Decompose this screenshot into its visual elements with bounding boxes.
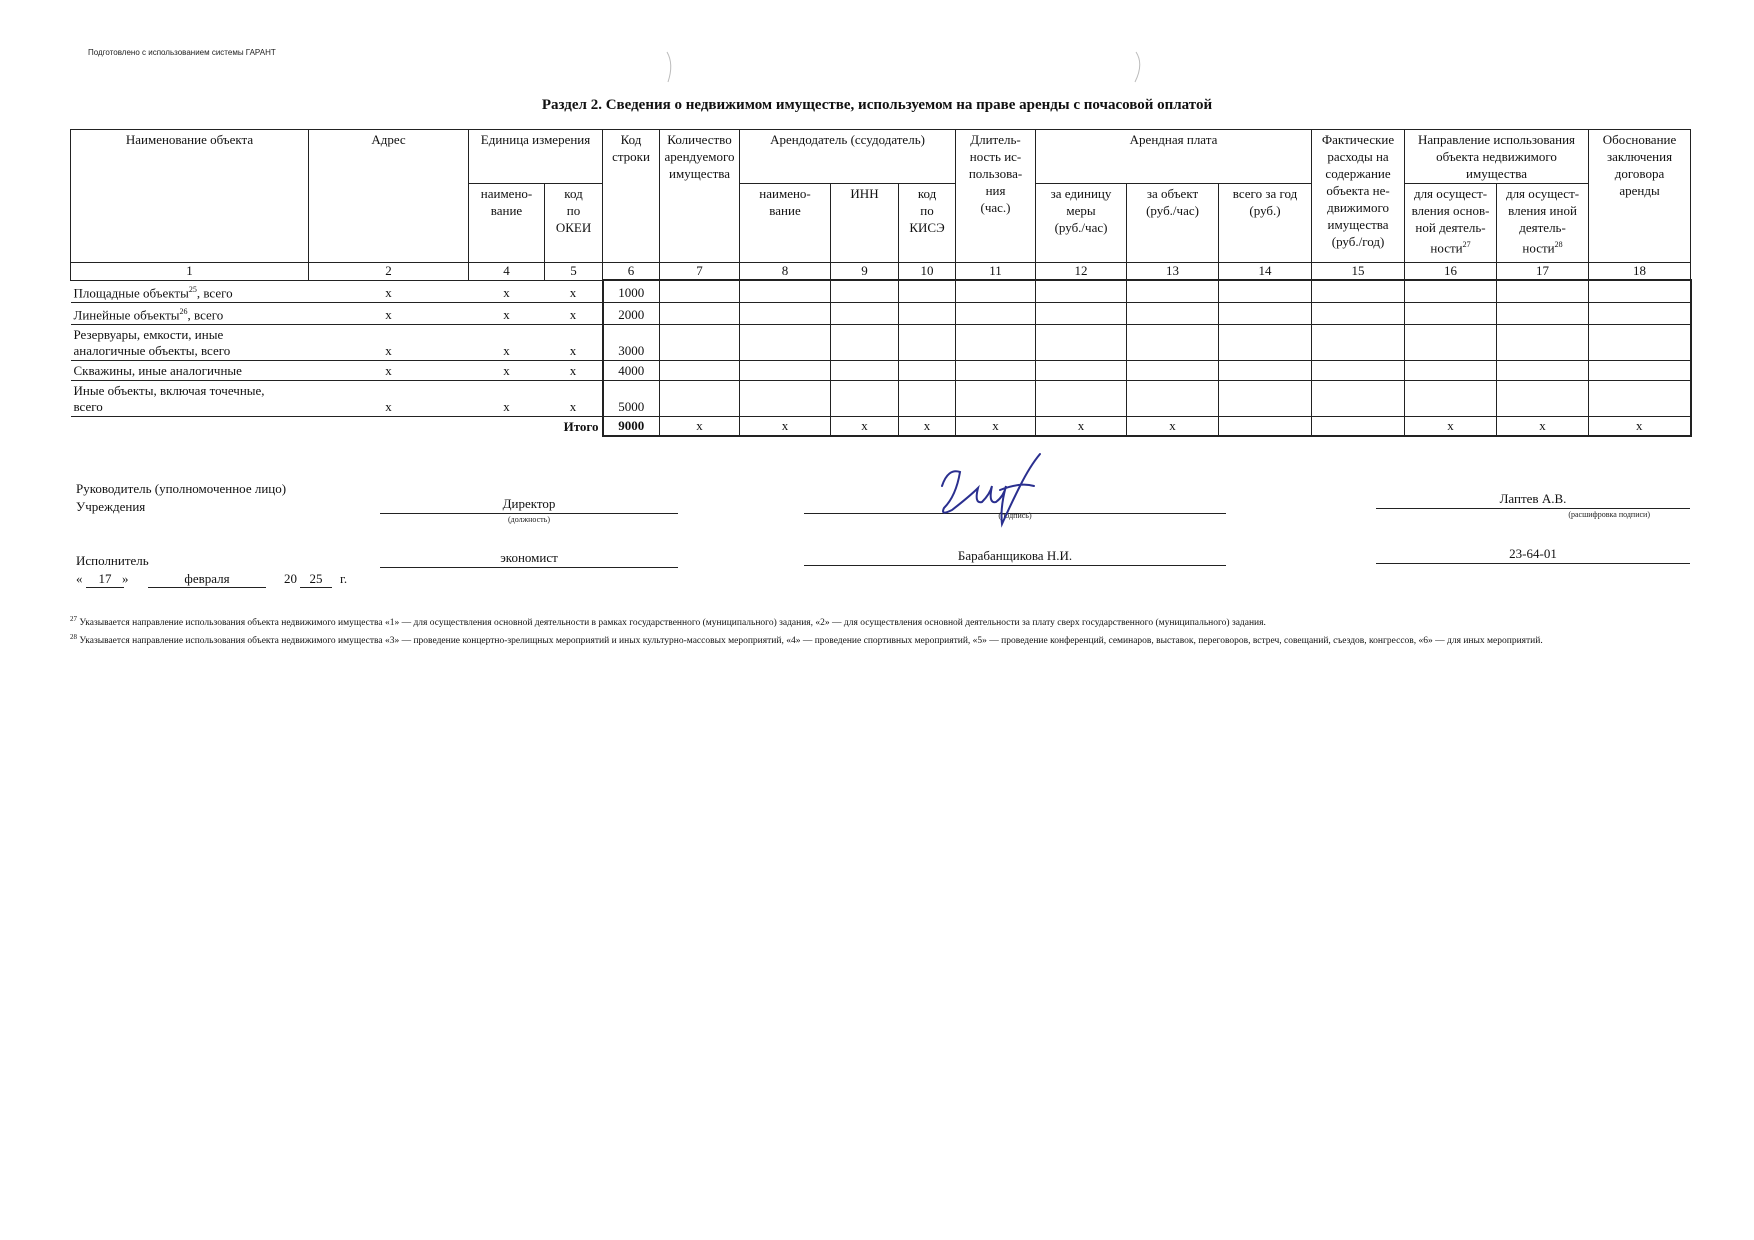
row-value-cell[interactable]: [831, 302, 899, 324]
col-rent-year-header: всего за год (руб.): [1219, 184, 1312, 263]
col-direction-header: Направление использования объекта недвижимого имущества: [1405, 130, 1589, 184]
row-value-cell[interactable]: [831, 280, 899, 302]
col-dir-main-header: [1405, 184, 1497, 263]
row-value-cell[interactable]: [1497, 325, 1589, 361]
column-number: 17: [1497, 263, 1589, 281]
total-cell: x: [831, 417, 899, 437]
row-value-cell[interactable]: [1497, 280, 1589, 302]
table-row: [71, 302, 1691, 324]
table-body: [71, 280, 1691, 436]
table-row: [71, 280, 1691, 302]
footnote-27: [70, 612, 1680, 631]
row-name: [71, 381, 309, 417]
row-value-cell[interactable]: [740, 280, 831, 302]
rent-table: [70, 129, 1692, 437]
col-dir-other-text: для осущест- вления иной деятель- ности: [1505, 186, 1580, 256]
row-value-cell[interactable]: [1405, 361, 1497, 381]
total-cell: x: [660, 417, 740, 437]
row-value-cell[interactable]: [1036, 280, 1127, 302]
row-value-cell[interactable]: [1589, 302, 1691, 324]
date-year-prefix: 20: [284, 571, 297, 586]
column-number: 1: [71, 263, 309, 281]
row-unit-name: x: [469, 381, 545, 417]
col-address-header: Адрес: [309, 130, 469, 263]
total-cell: x: [1589, 417, 1691, 437]
row-value-cell[interactable]: [1127, 302, 1219, 324]
executor-label: Исполнитель: [76, 553, 149, 568]
row-value-cell[interactable]: [1589, 381, 1691, 417]
col-name-header: Наименование объекта: [71, 130, 309, 263]
column-number: 5: [545, 263, 603, 281]
row-name-sup: 26: [179, 306, 188, 316]
row-address: x: [309, 325, 469, 361]
row-name: [71, 361, 309, 381]
row-address: x: [309, 361, 469, 381]
col-lessor-code-header: код по КИСЭ: [899, 184, 956, 263]
total-row: [71, 417, 1691, 437]
total-cell: x: [1127, 417, 1219, 437]
header-note: Подготовлено с использованием системы ГАРАНТ: [88, 48, 276, 57]
col-code-header: Код строки: [603, 130, 660, 263]
section-title: Раздел 2. Сведения о недвижимом имуществе, используемом на праве аренды с почасовой оплатой: [541, 97, 1213, 113]
row-value-cell[interactable]: [740, 302, 831, 324]
row-address: x: [309, 280, 469, 302]
row-value-cell[interactable]: [1127, 381, 1219, 417]
row-value-cell[interactable]: [660, 361, 740, 381]
row-unit-code: x: [545, 325, 603, 361]
row-unit-name: x: [469, 280, 545, 302]
col-expenses-header: Фактические расходы на содержание объекта не- движимого имущества (руб./год): [1312, 130, 1405, 263]
date-open: «: [76, 571, 83, 586]
col-dir-other-header: [1497, 184, 1589, 263]
footnote-27-num: 27: [70, 615, 77, 623]
row-value-cell[interactable]: [1405, 381, 1497, 417]
row-value-cell[interactable]: [740, 361, 831, 381]
column-number: 11: [956, 263, 1036, 281]
row-value-cell[interactable]: [1589, 325, 1691, 361]
caption-name: (расшифровка подписи): [1568, 510, 1650, 519]
footnote-28-text: Указывается направление использования объекта недвижимого имущества «3» — проведение концертно-зрелищных мероприятий и иных культурно-массовых мероприятий, «4» — проведение спортивных мероприятий, «5» — проведение конференций, семинаров, выставок, переговоров, встреч, совещаний, съездов, конгрессов, «6» — для иных мероприятий.: [79, 636, 1543, 647]
row-value-cell[interactable]: [831, 325, 899, 361]
row-value-cell[interactable]: [831, 361, 899, 381]
row-value-cell[interactable]: [1127, 361, 1219, 381]
col-dir-main-text: для осущест- вления основ- ной деятель- ности: [1411, 186, 1490, 256]
col-unit-header: Единица измерения: [469, 130, 603, 184]
row-value-cell[interactable]: [899, 361, 956, 381]
scan-mark-right: [1132, 48, 1146, 88]
row-name: [71, 325, 309, 361]
row-value-cell[interactable]: [660, 381, 740, 417]
row-value-cell[interactable]: [1405, 302, 1497, 324]
head-name: Лаптев А.В.: [1376, 490, 1690, 509]
col-basis-header: Обоснование заключения договора аренды: [1589, 130, 1691, 263]
row-value-cell[interactable]: [1312, 280, 1405, 302]
row-code: 3000: [603, 325, 660, 361]
row-name: [71, 280, 309, 302]
row-value-cell[interactable]: [740, 325, 831, 361]
row-code: 5000: [603, 381, 660, 417]
row-value-cell[interactable]: [1036, 325, 1127, 361]
caption-position: (должность): [508, 515, 550, 524]
row-name-text: Площадные объекты: [73, 284, 189, 300]
row-value-cell[interactable]: [899, 381, 956, 417]
column-number: 9: [831, 263, 899, 281]
total-cell: [1312, 417, 1405, 437]
row-value-cell[interactable]: [956, 381, 1036, 417]
total-cell: x: [1036, 417, 1127, 437]
row-value-cell[interactable]: [660, 302, 740, 324]
row-value-cell[interactable]: [1219, 302, 1312, 324]
row-value-cell[interactable]: [1589, 280, 1691, 302]
date-suffix: г.: [340, 571, 348, 586]
row-unit-code: x: [545, 302, 603, 324]
total-cell: x: [1497, 417, 1589, 437]
row-address: x: [309, 302, 469, 324]
total-label: Итого: [563, 419, 599, 435]
row-code: 4000: [603, 361, 660, 381]
table-row: [71, 381, 1691, 417]
handwritten-signature: [930, 446, 1065, 536]
total-cell: x: [899, 417, 956, 437]
row-name-text: Скважины, иные аналогичные: [73, 363, 242, 379]
row-value-cell[interactable]: [899, 280, 956, 302]
col-rent-object-header: за объект (руб./час): [1127, 184, 1219, 263]
row-value-cell[interactable]: [831, 381, 899, 417]
total-cell: x: [1405, 417, 1497, 437]
row-value-cell[interactable]: [956, 325, 1036, 361]
executor-position: экономист: [380, 549, 678, 568]
col-unit-code-header: код по ОКЕИ: [545, 184, 603, 263]
footnote-27-text: Указывается направление использования объекта недвижимого имущества «1» — для осуществления основной деятельности в рамках государственного (муниципального) задания, «2» — для осуществления основной деятельности за плату сверх государственного (муниципального) задания.: [79, 618, 1266, 629]
row-value-cell[interactable]: [956, 302, 1036, 324]
row-value-cell[interactable]: [1219, 361, 1312, 381]
column-number: 6: [603, 263, 660, 281]
head-label: Руководитель (уполномоченное лицо) Учреждения: [76, 481, 287, 514]
column-number: 12: [1036, 263, 1127, 281]
date-year: 25: [300, 571, 332, 588]
row-value-cell[interactable]: [1312, 325, 1405, 361]
row-unit-code: x: [545, 280, 603, 302]
col-lessor-name-header: наимено- вание: [740, 184, 831, 263]
row-value-cell[interactable]: [956, 280, 1036, 302]
total-cell: x: [740, 417, 831, 437]
column-numbers-row: [71, 263, 1691, 281]
row-unit-code: x: [545, 381, 603, 417]
row-value-cell[interactable]: [1312, 361, 1405, 381]
row-code: 1000: [603, 280, 660, 302]
row-unit-name: x: [469, 302, 545, 324]
date-close: »: [122, 571, 129, 586]
row-value-cell[interactable]: [1312, 302, 1405, 324]
row-value-cell[interactable]: [660, 325, 740, 361]
row-value-cell[interactable]: [740, 381, 831, 417]
row-value-cell[interactable]: [956, 361, 1036, 381]
col-lessor-header: Арендодатель (ссудодатель): [740, 130, 956, 184]
total-cell: [1219, 417, 1312, 437]
row-value-cell[interactable]: [1497, 302, 1589, 324]
row-value-cell[interactable]: [1497, 381, 1589, 417]
row-name-suffix: , всего: [196, 284, 233, 300]
column-number: 8: [740, 263, 831, 281]
column-number: 16: [1405, 263, 1497, 281]
row-value-cell[interactable]: [899, 302, 956, 324]
date-month: февраля: [148, 571, 266, 588]
row-value-cell[interactable]: [1497, 361, 1589, 381]
row-name-text: Иные объекты, включая точечные, всего: [73, 383, 265, 415]
row-value-cell[interactable]: [1219, 325, 1312, 361]
row-value-cell[interactable]: [1219, 280, 1312, 302]
col-rent-header: Арендная плата: [1036, 130, 1312, 184]
column-number: 18: [1589, 263, 1691, 281]
total-code: 9000: [603, 417, 660, 437]
table-row: [71, 361, 1691, 381]
col-dir-main-sup: 27: [1462, 240, 1471, 249]
column-number: 10: [899, 263, 956, 281]
executor-name: Барабанщикова Н.И.: [804, 547, 1226, 566]
row-code: 2000: [603, 302, 660, 324]
executor-phone: 23-64-01: [1376, 545, 1690, 564]
row-unit-name: x: [469, 361, 545, 381]
caption-signature: (подпись): [998, 511, 1032, 520]
column-number: 4: [469, 263, 545, 281]
footnote-28: [70, 630, 1680, 649]
col-lessor-inn-header: ИНН: [831, 184, 899, 263]
row-value-cell[interactable]: [1036, 361, 1127, 381]
column-number: 2: [309, 263, 469, 281]
head-position: Директор: [380, 495, 678, 514]
row-value-cell[interactable]: [1312, 381, 1405, 417]
row-address: x: [309, 381, 469, 417]
row-value-cell[interactable]: [1589, 361, 1691, 381]
row-name-suffix: , всего: [187, 307, 224, 323]
row-value-cell[interactable]: [1127, 325, 1219, 361]
row-value-cell[interactable]: [899, 325, 956, 361]
col-rent-unit-header: за единицу меры (руб./час): [1036, 184, 1127, 263]
row-value-cell[interactable]: [1036, 381, 1127, 417]
row-value-cell[interactable]: [1405, 280, 1497, 302]
scan-mark-left: [664, 48, 678, 88]
row-value-cell[interactable]: [660, 280, 740, 302]
row-unit-code: x: [545, 361, 603, 381]
row-name-text: Линейные объекты: [73, 307, 180, 323]
column-number: 7: [660, 263, 740, 281]
column-number: 14: [1219, 263, 1312, 281]
row-value-cell[interactable]: [1219, 381, 1312, 417]
col-unit-name-header: наимено- вание: [469, 184, 545, 263]
row-value-cell[interactable]: [1127, 280, 1219, 302]
row-value-cell[interactable]: [1036, 302, 1127, 324]
total-cell: x: [956, 417, 1036, 437]
col-duration-header: Длитель- ность ис- пользова- ния (час.): [956, 130, 1036, 263]
col-dir-other-sup: 28: [1554, 240, 1563, 249]
row-name-sup: 25: [188, 284, 197, 294]
row-value-cell[interactable]: [1405, 325, 1497, 361]
column-number: 15: [1312, 263, 1405, 281]
row-name-text: Резервуары, емкости, иные аналогичные объекты, всего: [73, 327, 231, 359]
table-row: [71, 325, 1691, 361]
row-unit-name: x: [469, 325, 545, 361]
row-name: [71, 302, 309, 324]
footnote-28-num: 28: [70, 633, 77, 641]
date-day: 17: [86, 571, 124, 588]
col-quantity-header: Количество арендуемого имущества: [660, 130, 740, 263]
column-number: 13: [1127, 263, 1219, 281]
